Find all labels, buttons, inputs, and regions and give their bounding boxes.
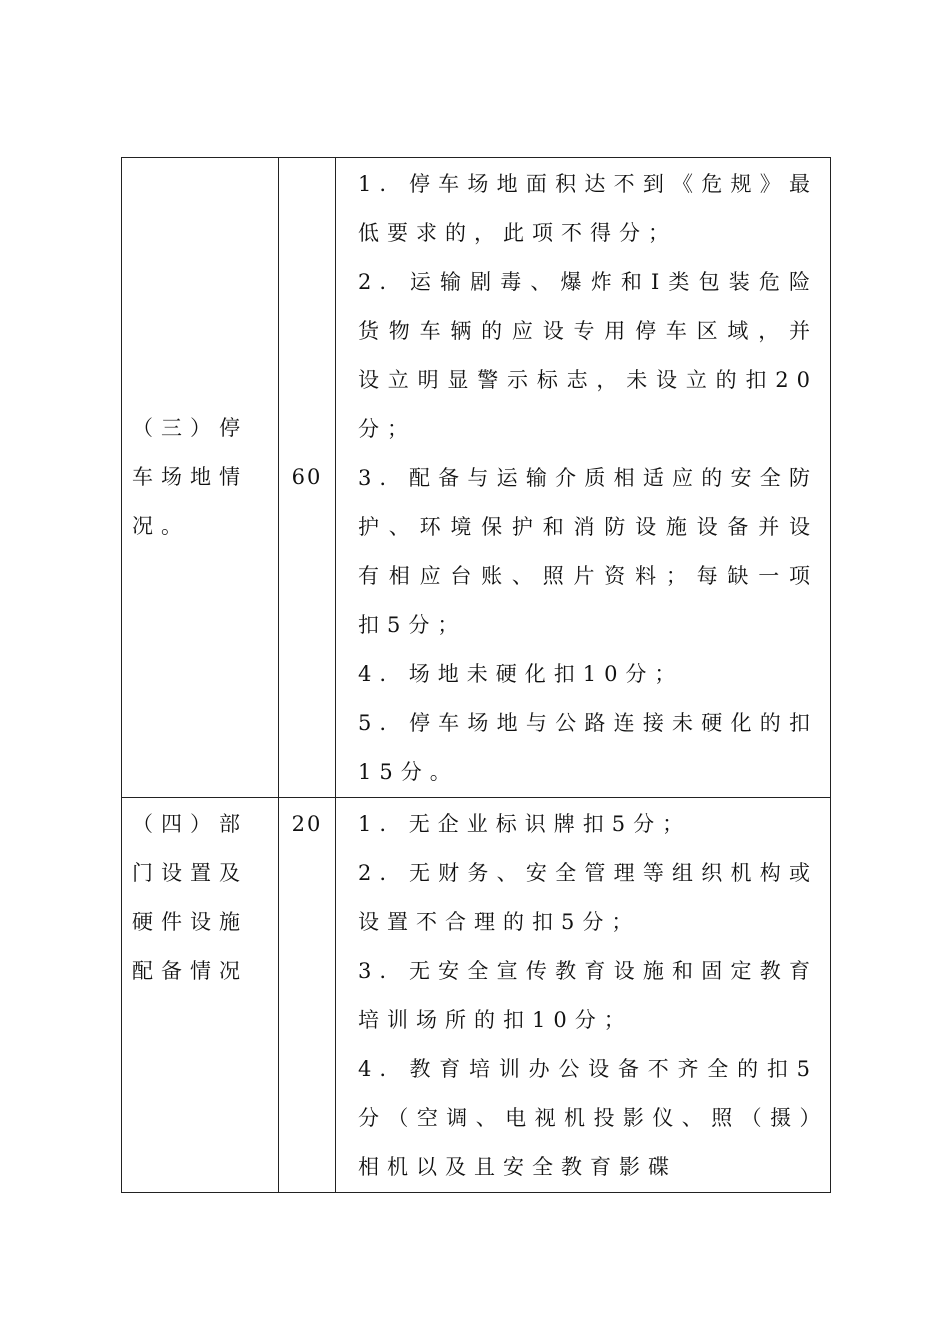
- score-value: 20: [291, 812, 323, 836]
- criteria-item: 4. 教育培训办公设备不齐全的扣5分（空调、电视机投影仪、照（摄）相机以及且安全教育影碟: [358, 1057, 818, 1179]
- table-row: [122, 158, 831, 798]
- item-cell: [122, 158, 279, 798]
- score-cell: [279, 158, 336, 798]
- criteria-item: 1. 停车场地面积达不到《危规》最低要求的，此项不得分；: [358, 172, 818, 245]
- item-cell: [122, 798, 279, 1193]
- criteria-item: 5. 停车场地与公路连接未硬化的扣15分。: [358, 711, 818, 784]
- criteria-item: 2. 运输剧毒、爆炸和I类包装危险货物车辆的应设专用停车区域，并设立明显警示标志，未设立的扣20分；: [358, 270, 818, 441]
- criteria-item: 3. 配备与运输介质相适应的安全防护、环境保护和消防设施设备并设有相应台账、照片资料；每缺一项扣5分；: [358, 466, 818, 637]
- criteria-item: 4. 场地未硬化扣10分；: [358, 662, 684, 686]
- criteria-cell: [336, 798, 831, 1193]
- score-cell: [279, 798, 336, 1193]
- criteria-item: 1. 无企业标识牌扣5分；: [358, 812, 692, 836]
- criteria-cell: [336, 158, 831, 798]
- item-label: （四）部门设置及硬件设施配备情况: [132, 812, 248, 983]
- criteria-item: 2. 无财务、安全管理等组织机构或设置不合理的扣5分；: [358, 861, 818, 934]
- scoring-table: [121, 157, 831, 1193]
- item-label: （三）停车场地情况。: [132, 415, 248, 538]
- criteria-item: 3. 无安全宣传教育设施和固定教育培训场所的扣10分；: [358, 959, 818, 1032]
- table-row: [122, 798, 831, 1193]
- score-value: 60: [291, 464, 323, 489]
